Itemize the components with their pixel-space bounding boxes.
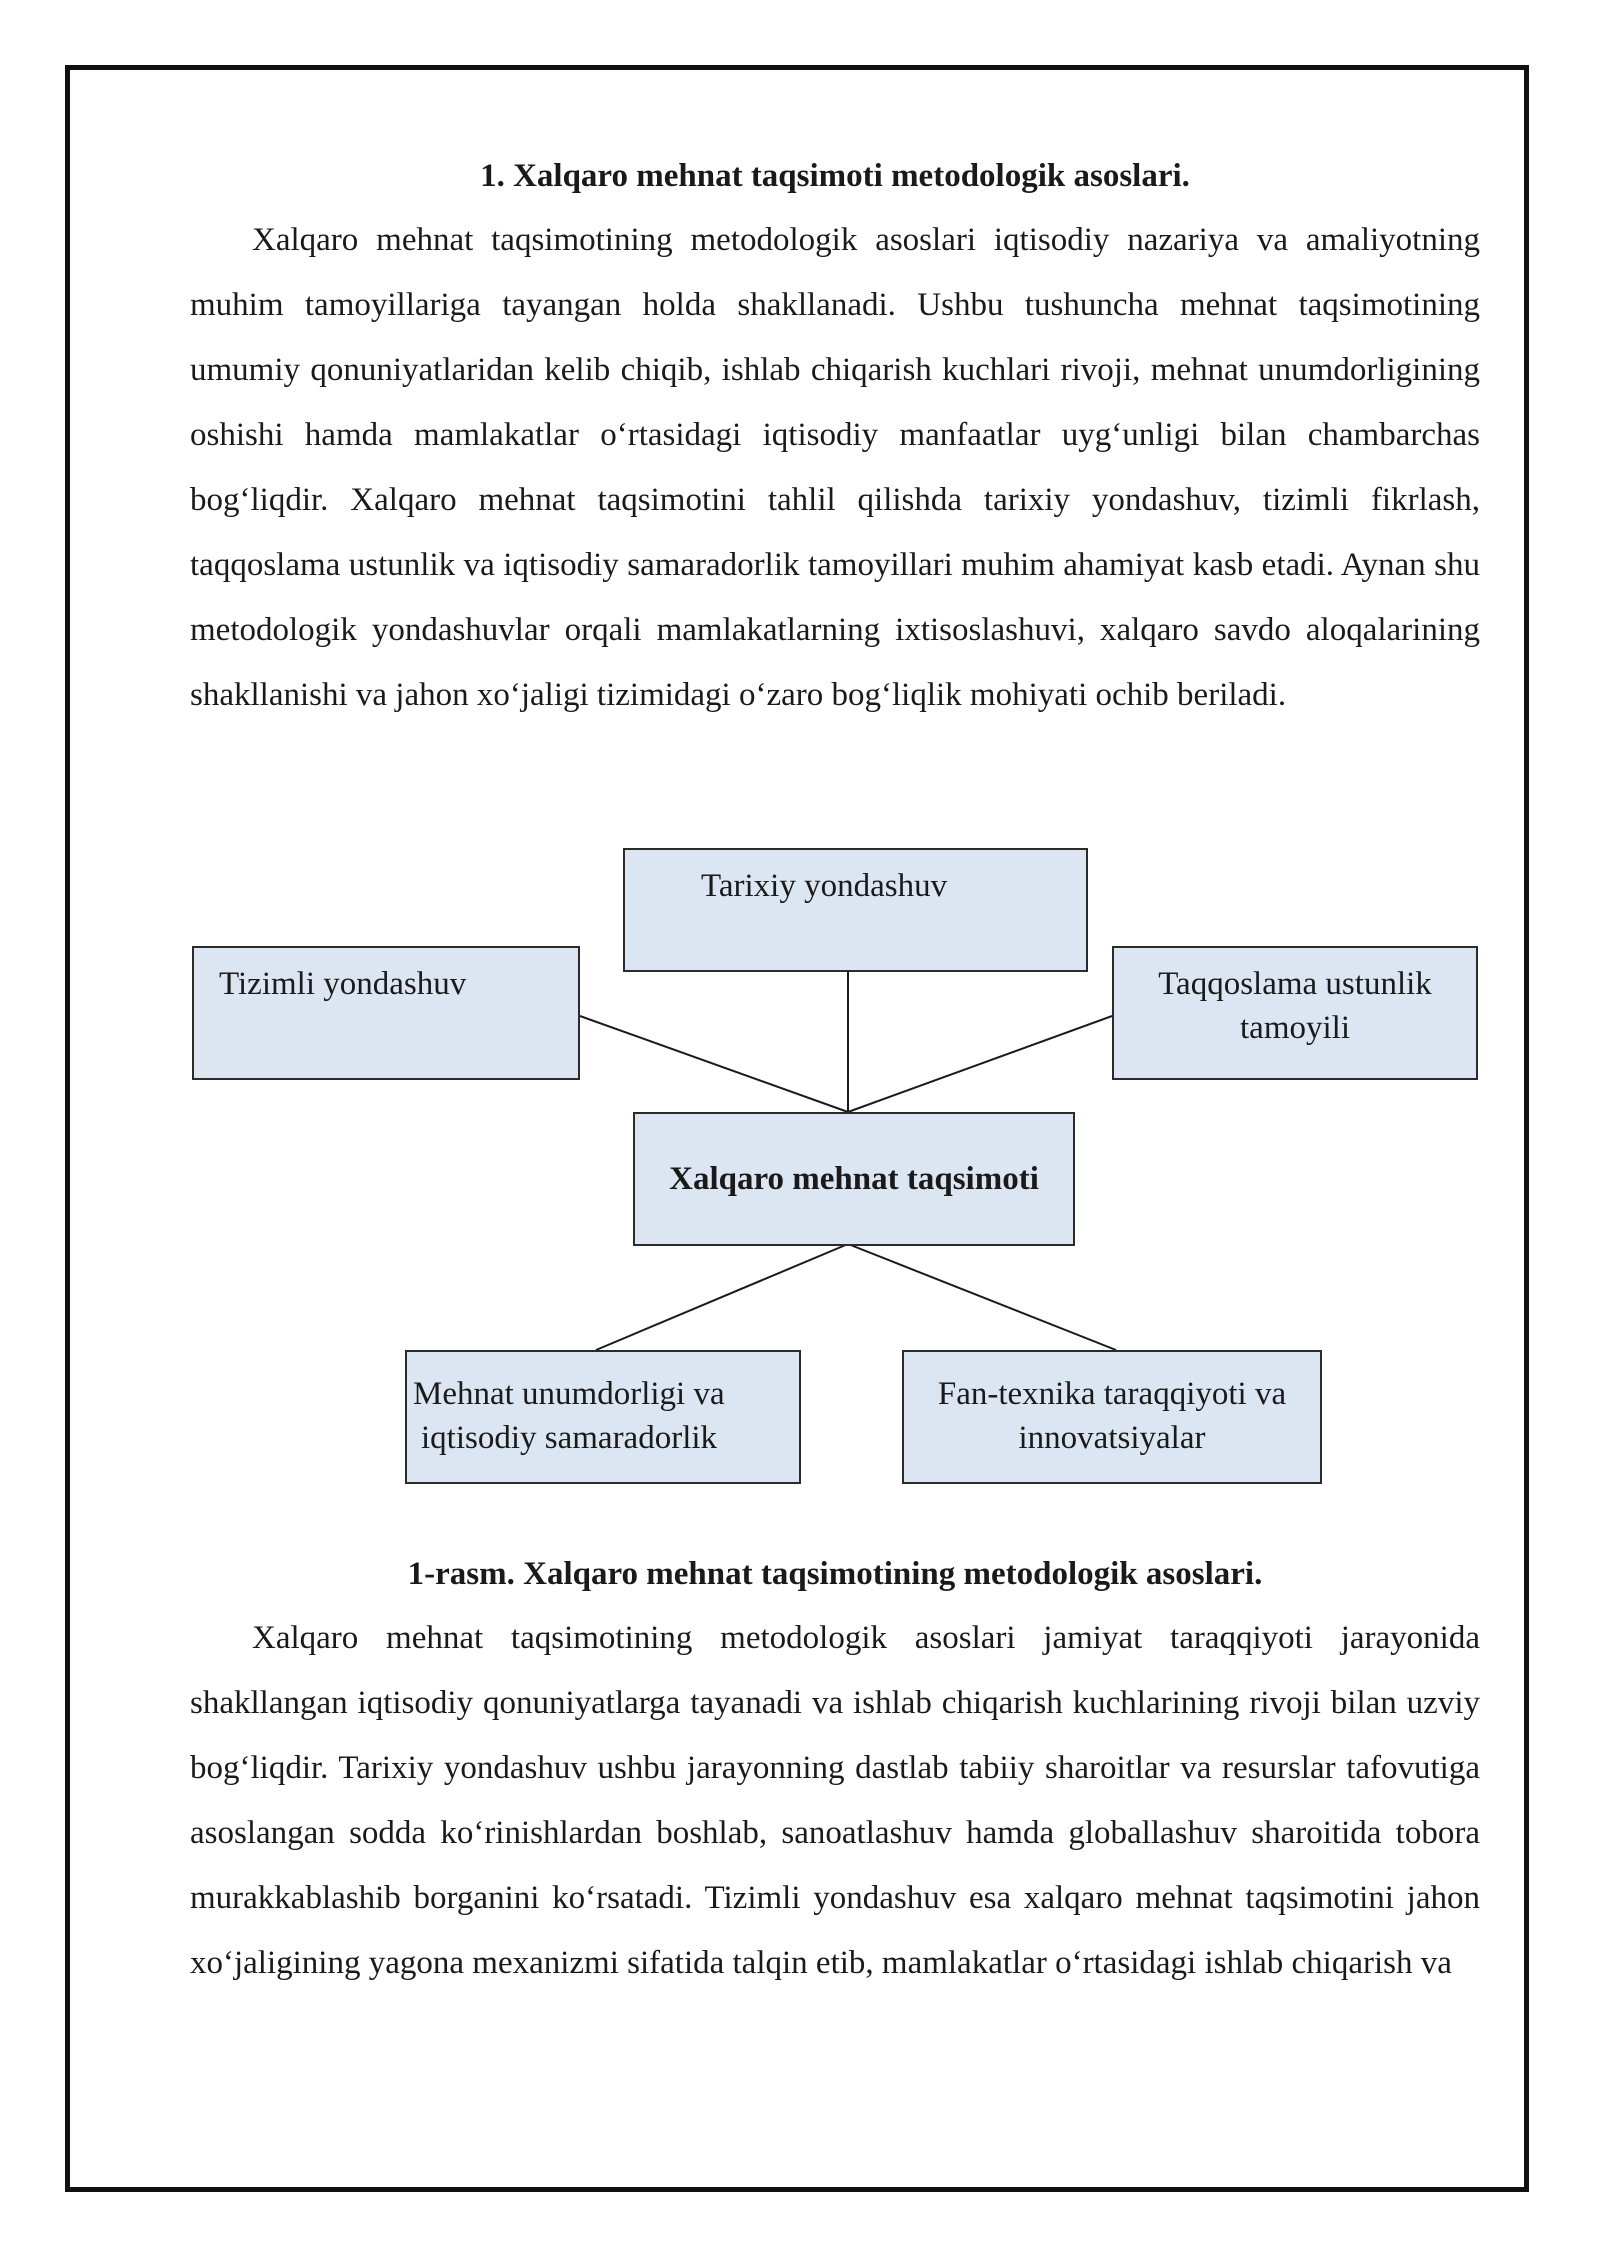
node-label-line2: tamoyili (1240, 1010, 1350, 1046)
connector-right (848, 1016, 1112, 1112)
node-label-line2: innovatsiyalar (1018, 1420, 1206, 1456)
node-label: Xalqaro mehnat taqsimoti (669, 1161, 1039, 1197)
diagram-node-center (633, 1112, 1075, 1246)
section-heading: 1. Xalqaro mehnat taqsimoti metodologik asoslari. (480, 158, 1190, 194)
continuation-paragraph-block (190, 1606, 1480, 1996)
diagram-node-comparative-advantage (1112, 946, 1478, 1080)
node-label: Tarixiy yondashuv (701, 868, 948, 904)
figure-caption: 1-rasm. Xalqaro mehnat taqsimotining metodologik asoslari. (407, 1556, 1263, 1592)
node-label-line1: Taqqoslama ustunlik (1158, 966, 1432, 1002)
diagram-node-productivity (405, 1350, 801, 1484)
node-label-line1: Mehnat unumdorligi va (413, 1376, 725, 1412)
connector-bottom-right (848, 1244, 1116, 1350)
continuation-paragraph: Xalqaro mehnat taqsimotining metodologik asoslari jamiyat taraqqiyoti jarayonida shakllangan iqtisodiy qonuniyatlarga tayanadi va ishlab chiqarish kuchlarining rivoji bilan uzviy bog‘liqdir. Tarixiy yondashuv ushbu jarayonning dastlab tabiiy sharoitlar va resurslar tafovutiga asoslangan sodda ko‘rinishlardan boshlab, sanoatlashuv hamda globallashuv sharoitida tobora murakkablashib borganini ko‘rsatadi. Tizimli yondashuv esa xalqaro mehnat taqsimotini jahon xo‘jaligining yagona mexanizmi sifatida talqin etib, mamlakatlar o‘rtasidagi ishlab chiqarish va (190, 1620, 1480, 1981)
connector-left (580, 1016, 848, 1112)
intro-paragraph: Xalqaro mehnat taqsimotining metodologik asoslari iqtisodiy nazariya va amaliyotning muhim tamoyillariga tayangan holda shakllanadi. Ushbu tushuncha mehnat taqsimotining umumiy qonuniyatlaridan kelib chiqib, ishlab chiqarish kuchlari rivoji, mehnat unumdorligining oshishi hamda mamlakatlar o‘rtasidagi iqtisodiy manfaatlar uyg‘unligi bilan chambarchas bog‘liqdir. Xalqaro mehnat taqsimotini tahlil qilishda tarixiy yondashuv, tizimli fikrlash, taqqoslama ustunlik va iqtisodiy samaradorlik tamoyillari muhim ahamiyat kasb etadi. Aynan shu metodologik yondashuvlar orqali mamlakatlarning ixtisoslashuvi, xalqaro savdo aloqalarining shakllanishi va jahon xo‘jaligi tizimidagi o‘zaro bog‘liqlik mohiyati ochib beriladi. (190, 222, 1480, 713)
node-label-line2: iqtisodiy samaradorlik (421, 1420, 718, 1456)
diagram-node-systemic (192, 946, 580, 1080)
diagram-node-historical (623, 848, 1088, 972)
node-label: Tizimli yondashuv (219, 966, 467, 1002)
diagram-node-innovation (902, 1350, 1322, 1484)
connector-bottom-left (596, 1244, 848, 1350)
node-label-line1: Fan-texnika taraqqiyoti va (937, 1376, 1287, 1412)
